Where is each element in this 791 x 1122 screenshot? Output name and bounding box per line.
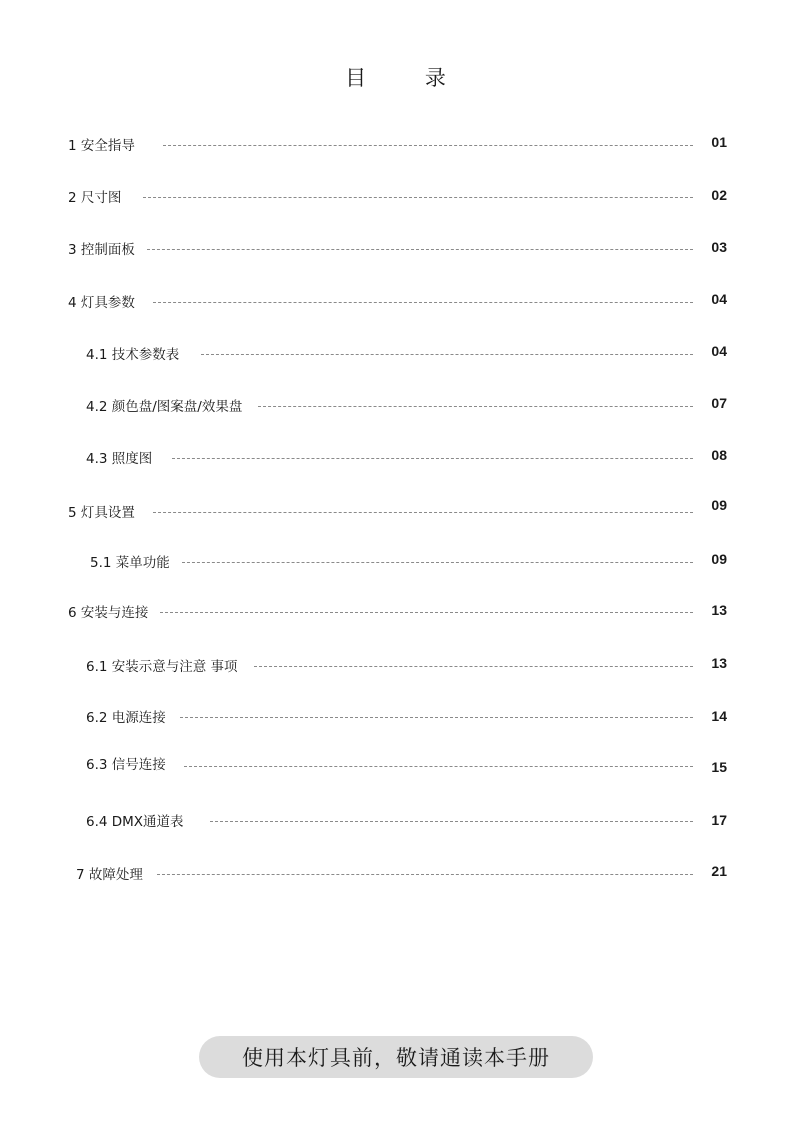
toc-entry[interactable] <box>86 809 727 831</box>
toc-entry-page: 21 <box>711 863 727 879</box>
toc-leader <box>163 145 693 146</box>
toc-leader <box>153 302 693 303</box>
toc-entry[interactable] <box>86 654 727 676</box>
toc-entry[interactable] <box>86 342 727 364</box>
toc-entry[interactable] <box>68 290 727 312</box>
toc-leader <box>180 717 693 718</box>
toc-entry[interactable] <box>90 550 727 572</box>
toc-entry-page: 09 <box>711 551 727 567</box>
toc-entry-label: 6.2 电源连接 <box>86 710 166 726</box>
read-manual-notice-text: 使用本灯具前，敬请通读本手册 <box>242 1046 550 1070</box>
toc-entry[interactable] <box>68 600 727 622</box>
toc-leader <box>153 512 693 513</box>
toc-entry[interactable] <box>68 237 727 259</box>
toc-entry-page: 13 <box>711 655 727 671</box>
toc-entry[interactable] <box>86 705 727 727</box>
toc-entry-label: 4.1 技术参数表 <box>86 347 180 363</box>
read-manual-notice <box>199 1036 593 1078</box>
toc-entry-label: 5.1 菜单功能 <box>90 555 170 571</box>
toc-entry-label: 7 故障处理 <box>76 867 143 883</box>
toc-entry-page: 15 <box>711 759 727 775</box>
toc-entry-page: 08 <box>711 447 727 463</box>
toc-entry-label: 6.3 信号连接 <box>86 757 166 773</box>
toc-leader <box>160 612 693 613</box>
toc-entry[interactable] <box>86 752 727 774</box>
toc-leader <box>143 197 693 198</box>
toc-entry[interactable] <box>76 862 727 884</box>
toc-entry-label: 4.2 颜色盘/图案盘/效果盘 <box>86 399 243 415</box>
toc-entry-label: 2 尺寸图 <box>68 190 122 206</box>
toc-leader <box>182 562 693 563</box>
toc-leader <box>157 874 693 875</box>
toc-entry-label: 6.4 DMX通道表 <box>86 814 184 830</box>
toc-entry-page: 14 <box>711 708 727 724</box>
toc-entry[interactable] <box>68 185 727 207</box>
page-title: 目 录 <box>345 66 472 90</box>
toc-entry-label: 6 安装与连接 <box>68 605 149 621</box>
toc-entry-page: 04 <box>711 291 727 307</box>
toc-entry-page: 17 <box>711 812 727 828</box>
toc-entry-label: 3 控制面板 <box>68 242 135 258</box>
toc-entry[interactable] <box>86 394 727 416</box>
toc-entry-page: 04 <box>711 343 727 359</box>
toc-entry-page: 01 <box>711 134 727 150</box>
toc-entry-page: 13 <box>711 602 727 618</box>
toc-entry-page: 07 <box>711 395 727 411</box>
toc-leader <box>201 354 693 355</box>
toc-entry-page: 09 <box>711 497 727 513</box>
toc-entry[interactable] <box>86 446 727 468</box>
toc-leader <box>172 458 693 459</box>
toc-leader <box>147 249 693 250</box>
toc-entry-page: 02 <box>711 187 727 203</box>
toc-entry[interactable] <box>68 133 727 155</box>
toc-leader <box>210 821 693 822</box>
toc-entry[interactable] <box>68 497 727 522</box>
toc-leader <box>254 666 693 667</box>
toc-entry-label: 6.1 安装示意与注意 事项 <box>86 659 238 675</box>
toc-entry-page: 03 <box>711 239 727 255</box>
toc-entry-label: 5 灯具设置 <box>68 505 135 521</box>
toc-entry-label: 1 安全指导 <box>68 138 135 154</box>
toc-entry-label: 4 灯具参数 <box>68 295 135 311</box>
toc-leader <box>258 406 693 407</box>
toc-leader <box>184 766 693 767</box>
toc-entry-label: 4.3 照度图 <box>86 451 153 467</box>
